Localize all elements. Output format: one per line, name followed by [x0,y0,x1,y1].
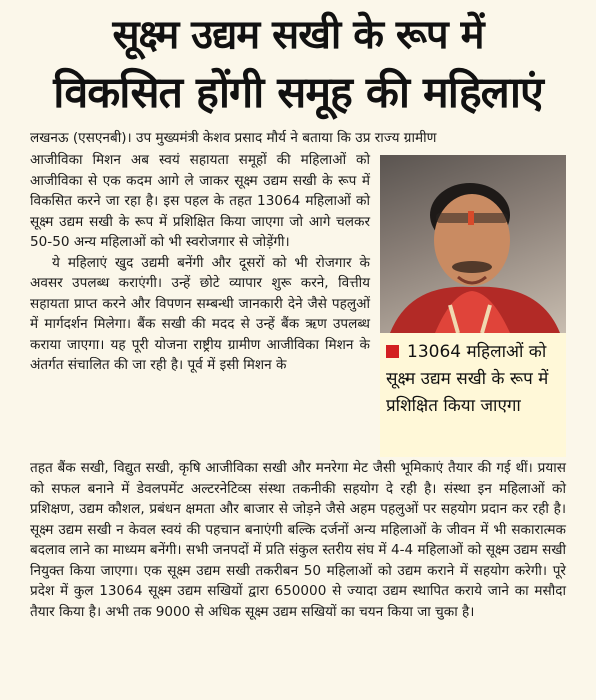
headline-line-2: विकसित होंगी समूह की महिलाएं [53,68,543,118]
portrait-photo [380,155,566,333]
column-paragraph-2: ये महिलाएं खुद उद्यमी बनेंगी और दूसरों को भी रोजगार के अवसर उपलब्ध कराएंगी। उन्हें छोटे व्यापार शुरू करने, वित्तीय सहायता प्राप्त करने और विपणन सम्बन्धी जानकारी देने जैसे पहलुओं में मार्गदर्शन मिलेगा। बैंक सखी की मदद से उन्हें बैंक ऋण उपलब्ध कराया जाएगा। यह पूरी योजना राष्ट्रीय ग्रामीण आजीविका मिशन के अंतर्गत संचालित की जा रही है। पूर्व में इसी मिशन के [30,254,370,373]
callout-caption [386,339,562,420]
column-paragraph-1: आजीविका मिशन अब स्वयं सहायता समूहों की महिलाओं को आजीविका से एक कदम आगे ले जाकर सूक्ष्म उद्यम सखी के रूप में विकसित करने जा रहा है। इस पहल के तहत 13064 महिलाओं को सूक्ष्म उद्यम सखी के रूप में प्रशिक्षित किया जाएगा जो आगे चलकर 50-50 अन्य महिलाओं को भी स्वरोजगार से जोड़ेंगी। [30,152,370,250]
full-width-text: तहत बैंक सखी, विद्युत सखी, कृषि आजीविका सखी और मनरेगा मेट जैसी भूमिकाएं तैयार की गई थीं। प्रयास को सफल बनाने में डेवलपमेंट अल्टरनेटिव्स संस्था तकनीकी सहयोग दे रही है। संस्था इन महिलाओं को प्रशिक्षण, उद्यम कौशल, प्रबंधन क्षमता और बाजार से जोड़ने जैसे अहम पहलुओं पर सहयोग प्रदान कर रही है। सूक्ष्म उद्यम सखी न केवल स्वयं की पहचान बनाएंगी बल्कि दर्जनों अन्य महिलाओं के जीवन में भी सकारात्मक बदलाव लाने का माध्यम बनेंगी। सभी जनपदों में प्रति संकुल स्तरीय संघ में 4-4 महिलाओं को सूक्ष्म उद्यम सखी नियुक्त किया जाएगा। एक सूक्ष्म उद्यम सखी तकरीबन 50 महिलाओं को उद्यम कराने में सहयोग करेगी। पूरे प्रदेश में कुल 13064 सूक्ष्म उद्यम सखियों द्वारा 650000 से ज्यादा उद्यम स्थापित कराये जाने का मसौदा तैयार किया है। अभी तक 9000 से अधिक सूक्ष्म उद्यम सखियों का चयन किया जा चुका है। [30,460,566,620]
photo-callout-box [380,155,566,457]
article-full-width [30,458,566,622]
headline [0,6,596,122]
bullet-square-icon [386,345,399,358]
intro-text: लखनऊ (एसएनबी)। उप मुख्यमंत्री केशव प्रसाद मौर्य ने बताया कि उप्र राज्य ग्रामीण [30,130,437,146]
article-column [30,150,370,376]
article-intro [30,128,566,149]
callout-text: 13064 महिलाओं को सूक्ष्म उद्यम सखी के रूप में प्रशिक्षित किया जाएगा [386,342,549,416]
headline-line-1: सूक्ष्म उद्यम सखी के रूप में [112,12,484,58]
